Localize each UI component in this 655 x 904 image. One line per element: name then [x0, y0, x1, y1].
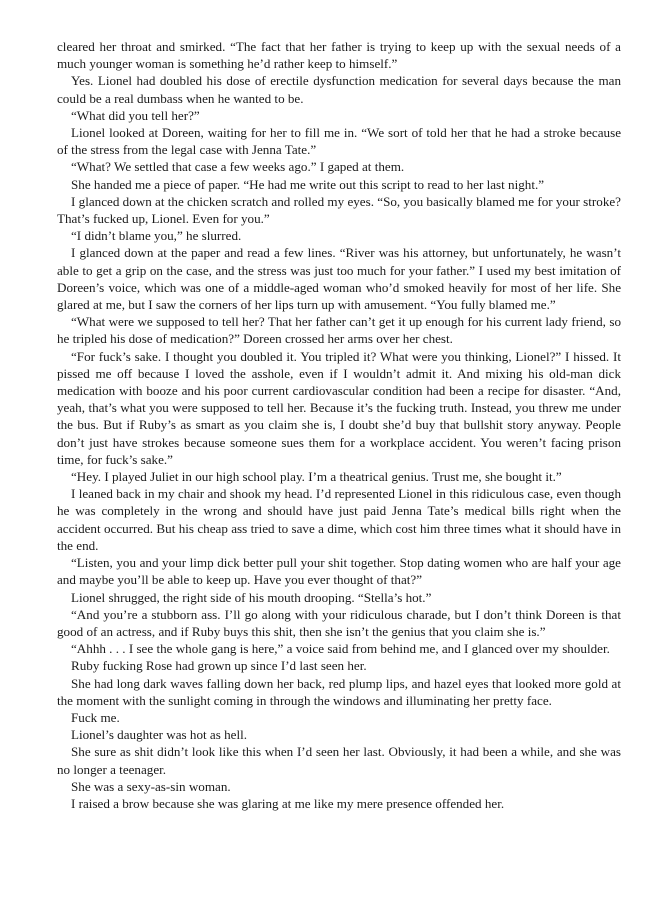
paragraph: She handed me a piece of paper. “He had me write out this script to read to her last night.” — [71, 176, 545, 192]
paragraph: cleared her throat and smirked. “The fact that her father is trying to keep up with the sexual needs of a much younger woman is something he’d rather keep to himself.” — [57, 39, 621, 72]
paragraph: “Ahhh . . . I see the whole gang is here,” a voice said from behind me, and I glanced over my shoulder. — [71, 641, 610, 657]
paragraph: “Listen, you and your limp dick better pull your shit together. Stop dating women who are half your age and maybe you’ll be able to keep up. Have you ever thought of that?” — [57, 555, 621, 588]
paragraph: She sure as shit didn’t look like this when I’d seen her last. Obviously, it had been a while, and she was no longer a teenager. — [57, 744, 621, 777]
paragraph: I raised a brow because she was glaring at me like my mere presence offended her. — [71, 795, 505, 811]
paragraph: “What were we supposed to tell her? That her father can’t get it up enough for his current lady friend, so he tripled his dose of medication?” Doreen crossed her arms over her chest. — [57, 314, 621, 347]
paragraph: “For fuck’s sake. I thought you doubled it. You tripled it? What were you thinking, Lionel?” I hissed. It pissed me off because I loved the asshole, even if I wouldn’t admit it. And mixing his old-man dick medication with booze and his poor current cardiovascular condition had been a recipe for disaster. “And, yeah, that’s what you were supposed to tell her. Because it’s the fucking truth. Instead, you threw me under the bus. But if Ruby’s as smart as you claim she is, I doubt she’d buy that bullshit story anyway. People don’t just have strokes because someone sues them for a workplace accident. You weren’t facing prison time, for fuck’s sake.” — [57, 348, 621, 467]
paragraph: “I didn’t blame you,” he slurred. — [71, 228, 242, 244]
paragraph: Fuck me. — [71, 709, 120, 725]
paragraph: “What? We settled that case a few weeks ago.” I gaped at them. — [71, 159, 405, 175]
paragraph: She had long dark waves falling down her back, red plump lips, and hazel eyes that looked more gold at the moment with the sunlight coming in through the windows and illuminating her pretty face. — [57, 675, 621, 708]
paragraph: Yes. Lionel had doubled his dose of erectile dysfunction medication for several days because the man could be a real dumbass when he wanted to be. — [57, 73, 621, 106]
paragraph: I leaned back in my chair and shook my head. I’d represented Lionel in this ridiculous case, even though he was completely in the wrong and should have just paid Jenna Tate’s medical bills right when the accident occurred. But his cheap ass tried to save a dime, which cost him three times what it should have in the end. — [57, 486, 621, 553]
paragraph: I glanced down at the chicken scratch and rolled my eyes. “So, you basically blamed me for your stroke? That’s fucked up, Lionel. Even for you.” — [57, 193, 621, 227]
paragraph: “Hey. I played Juliet in our high school play. I’m a theatrical genius. Trust me, she bought it.” — [71, 469, 562, 485]
paragraph: Lionel looked at Doreen, waiting for her to fill me in. “We sort of told her that he had a stroke because of the stress from the legal case with Jenna Tate.” — [57, 125, 621, 158]
paragraph: I glanced down at the paper and read a few lines. “River was his attorney, but unfortunately, he wasn’t able to get a grip on the case, and the stress was just too much for your father.” I used my best imitation of Doreen’s voice, which was one of a middle-aged woman who’d smoked heavily for most of her life. She glared at me, but I saw the corners of her lips turn up with amusement. “You fully blamed me.” — [57, 245, 621, 313]
paragraph: Ruby fucking Rose had grown up since I’d last seen her. — [71, 658, 367, 674]
paragraph: She was a sexy-as-sin woman. — [71, 778, 231, 794]
paragraph: “And you’re a stubborn ass. I’ll go along with your ridiculous charade, but I don’t think Doreen is that good of an actress, and if Ruby buys this shit, then she isn’t the genius that you claim she is.” — [57, 606, 621, 639]
paragraph: Lionel shrugged, the right side of his mouth drooping. “Stella’s hot.” — [71, 589, 432, 605]
paragraph: “What did you tell her?” — [71, 107, 200, 123]
paragraph: Lionel’s daughter was hot as hell. — [71, 727, 247, 743]
